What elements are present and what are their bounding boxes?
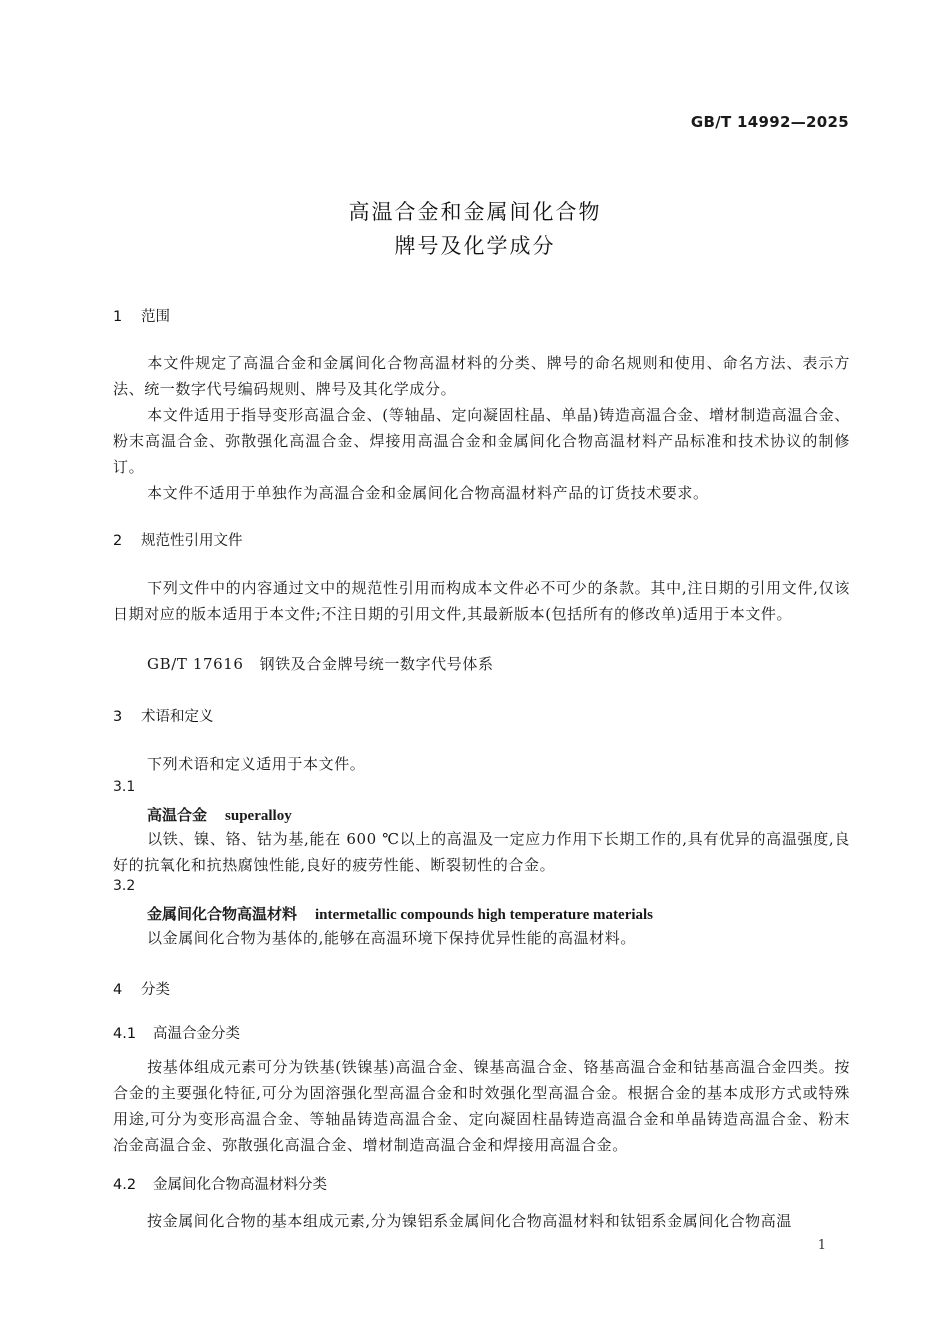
term-definition bbox=[113, 925, 850, 951]
paragraph-text: 本文件不适用于单独作为高温合金和金属间化合物高温材料产品的订货技术要求。 bbox=[147, 484, 709, 502]
term-definition bbox=[113, 826, 850, 878]
section-2-heading bbox=[113, 529, 243, 550]
section-title: 范围 bbox=[141, 309, 170, 325]
paragraph bbox=[113, 402, 850, 480]
section-number: 3 bbox=[113, 709, 123, 725]
definition-text: 以金属间化合物为基体的,能够在高温环境下保持优异性能的高温材料。 bbox=[147, 929, 636, 947]
section-4-heading bbox=[113, 978, 170, 999]
reference-title: 钢铁及合金牌号统一数字代号体系 bbox=[259, 655, 494, 673]
paragraph bbox=[113, 480, 850, 506]
section-number: 1 bbox=[113, 309, 123, 325]
term-chinese: 金属间化合物高温材料 bbox=[147, 905, 298, 923]
term-english: superalloy bbox=[225, 808, 292, 824]
term-number: 3.1 bbox=[113, 779, 136, 795]
subsection-number: 4.2 bbox=[113, 1177, 137, 1193]
subsection-title: 高温合金分类 bbox=[153, 1026, 240, 1042]
paragraph: 下列术语和定义适用于本文件。 bbox=[147, 755, 366, 773]
paragraph-text: 本文件规定了高温合金和金属间化合物高温材料的分类、牌号的命名规则和使用、命名方法、表示方法、统一数字代号编码规则、牌号及其化学成分。 bbox=[113, 354, 850, 398]
paragraph-text: 下列文件中的内容通过文中的规范性引用而构成本文件必不可少的条款。其中,注日期的引用文件,仅该日期对应的版本适用于本文件;不注日期的引用文件,其最新版本(包括所有的修改单)适用于本文件。 bbox=[113, 579, 850, 623]
paragraph bbox=[113, 1054, 850, 1158]
subsection-4-2-heading bbox=[113, 1173, 327, 1194]
term-chinese: 高温合金 bbox=[147, 806, 208, 824]
paragraph-text: 按基体组成元素可分为铁基(铁镍基)高温合金、镍基高温合金、铬基高温合金和钴基高温合金四类。按合金的主要强化特征,可分为固溶强化型高温合金和时效强化型高温合金。根据合金的基本成形方式或特殊用途,可分为变形高温合金、等轴晶铸造高温合金、定向凝固柱晶铸造高温合金和单晶铸造高温合金、粉末冶金高温合金、弥散强化高温合金、增材制造高温合金和焊接用高温合金。 bbox=[113, 1058, 850, 1154]
subsection-title: 金属间化合物高温材料分类 bbox=[153, 1177, 327, 1193]
paragraph-text: 本文件适用于指导变形高温合金、(等轴晶、定向凝固柱晶、单晶)铸造高温合金、增材制造高温合金、粉末高温合金、弥散强化高温合金、焊接用高温合金和金属间化合物高温材料产品标准和技术协议的制修订。 bbox=[113, 406, 850, 476]
term-entry bbox=[147, 804, 292, 825]
section-number: 4 bbox=[113, 982, 123, 998]
term-english: intermetallic compounds high temperature materials bbox=[315, 907, 654, 923]
document-title-line1: 高温合金和金属间化合物 bbox=[348, 200, 602, 224]
paragraph-text: 按金属间化合物的基本组成元素,分为镍铝系金属间化合物高温材料和钛铝系金属间化合物高温 bbox=[147, 1212, 792, 1230]
term-number: 3.2 bbox=[113, 878, 136, 894]
paragraph bbox=[113, 575, 850, 627]
reference-code: GB/T 17616 bbox=[147, 655, 244, 673]
section-title: 术语和定义 bbox=[141, 709, 214, 725]
section-1-heading bbox=[113, 305, 170, 326]
section-title: 分类 bbox=[141, 982, 170, 998]
subsection-4-1-heading bbox=[113, 1022, 240, 1043]
paragraph bbox=[113, 1208, 850, 1234]
normative-reference bbox=[147, 653, 494, 674]
term-entry bbox=[147, 903, 653, 924]
section-title: 规范性引用文件 bbox=[141, 533, 243, 549]
definition-text: 以铁、镍、铬、钴为基,能在 600 ℃以上的高温及一定应力作用下长期工作的,具有优异的高温强度,良好的抗氧化和抗热腐蚀性能,良好的疲劳性能、断裂韧性的合金。 bbox=[113, 830, 850, 874]
paragraph bbox=[113, 350, 850, 402]
page-number: 1 bbox=[817, 1238, 826, 1253]
document-title-line2: 牌号及化学成分 bbox=[394, 234, 556, 258]
standard-code: GB/T 14992—2025 bbox=[690, 113, 849, 131]
section-number: 2 bbox=[113, 533, 123, 549]
section-3-heading bbox=[113, 705, 214, 726]
subsection-number: 4.1 bbox=[113, 1026, 137, 1042]
